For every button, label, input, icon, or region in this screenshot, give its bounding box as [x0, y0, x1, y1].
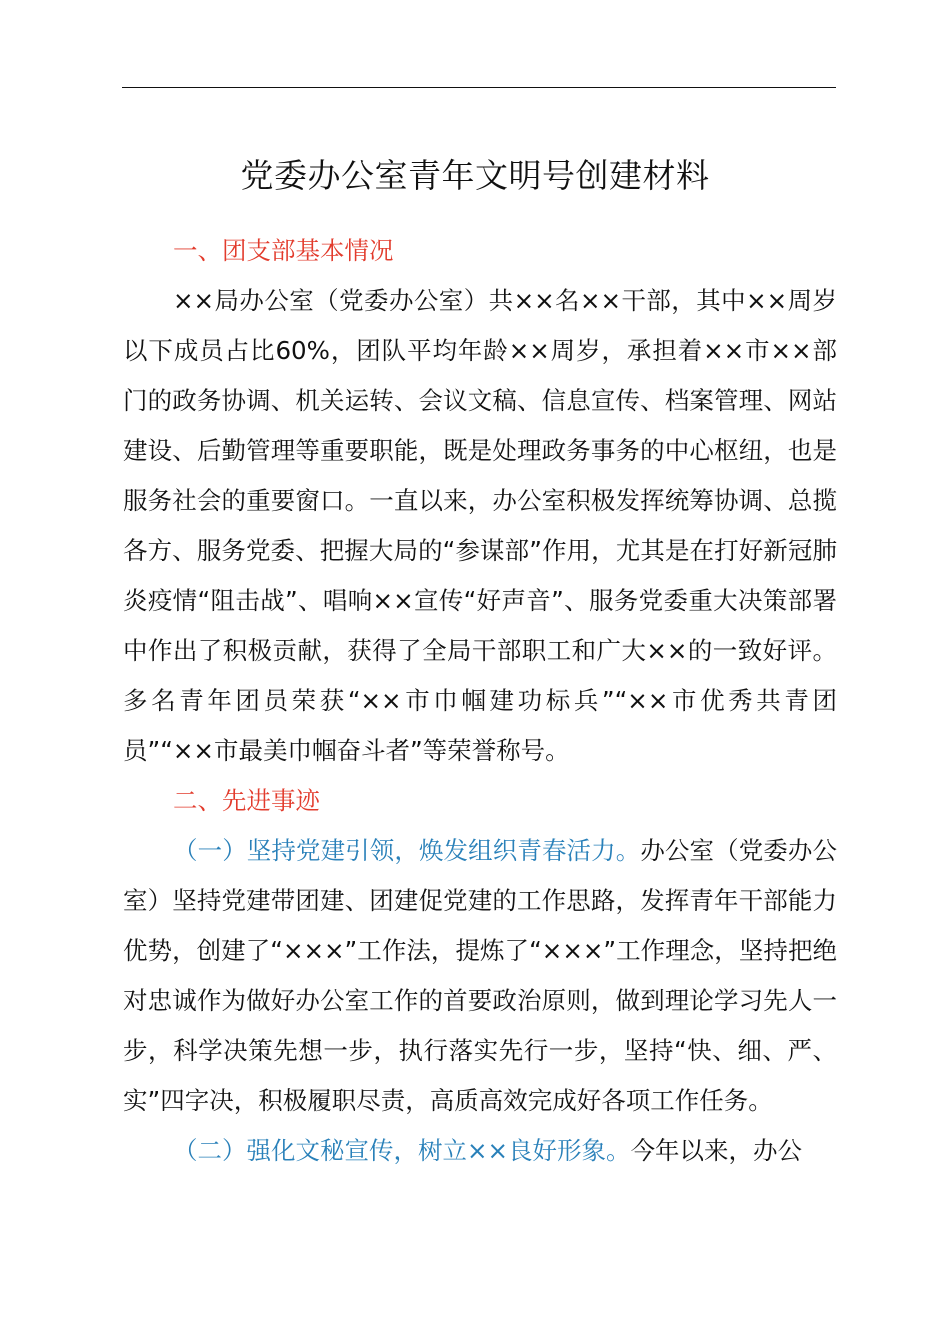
document-body — [123, 226, 837, 1176]
section-heading-1: 一、团支部基本情况 — [173, 236, 394, 265]
item2-lead: （二）强化文秘宣传，树立××良好形象。 — [173, 1136, 631, 1165]
item2-text: 今年以来，办公 — [630, 1136, 803, 1165]
item1-lead: （一）坚持党建引领，焕发组织青春活力。 — [173, 836, 641, 865]
document-title: 党委办公室青年文明号创建材料 — [240, 156, 710, 195]
section1-paragraph: ××局办公室（党委办公室）共××名××干部，其中××周岁以下成员占比60%，团队平均年龄××周岁，承担着××市××部门的政务协调、机关运转、会议文稿、信息宣传、档案管理、网站建设、后勤管理等重要职能，既是处理政务事务的中心枢纽，也是服务社会的重要窗口。一直以来，办公室积极发挥统筹协调、总揽各方、服务党委、把握大局的“参谋部”作用，尤其是在打好新冠肺炎疫情“阻击战”、唱响××宣传“好声音”、服务党委重大决策部署中作出了积极贡献，获得了全局干部职工和广大××的一致好评。多名青年团员荣获“××市巾帼建功标兵”“××市优秀共青团员”“××市最美巾帼奋斗者”等荣誉称号。 — [123, 286, 837, 765]
item1-paragraph — [123, 826, 837, 1126]
header-rule — [122, 87, 836, 88]
item2-paragraph — [123, 1126, 837, 1176]
section-heading-2: 二、先进事迹 — [173, 786, 320, 815]
item1-text: 办公室（党委办公室）坚持党建带团建、团建促党建的工作思路，发挥青年干部能力优势，创建了“×××”工作法，提炼了“×××”工作理念，坚持把绝对忠诚作为做好办公室工作的首要政治原则，做到理论学习先人一步，科学决策先想一步，执行落实先行一步，坚持“快、细、严、实”四字决，积极履职尽责，高质高效完成好各项工作任务。 — [123, 836, 838, 1115]
